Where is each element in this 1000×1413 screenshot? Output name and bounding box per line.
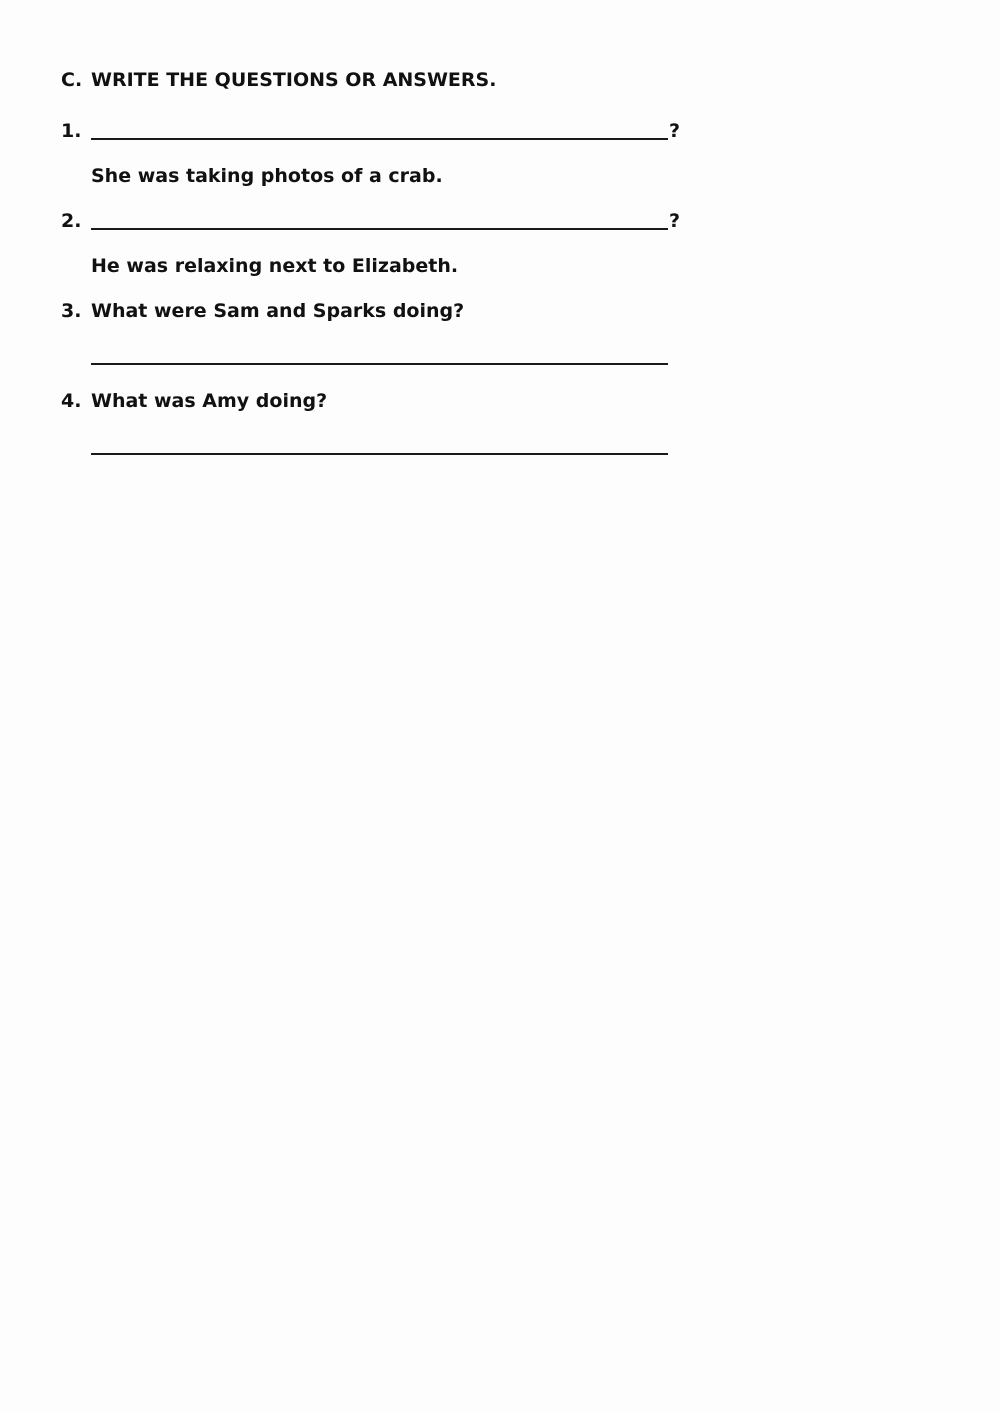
item-1-number: 1. xyxy=(61,120,82,142)
item-2-answer: He was relaxing next to Elizabeth. xyxy=(91,255,459,277)
item-4-question: What was Amy doing? xyxy=(91,390,328,412)
item-1-answer: She was taking photos of a crab. xyxy=(91,165,443,187)
item-4-answer-blank[interactable] xyxy=(91,453,668,455)
item-1-question-blank[interactable] xyxy=(91,138,668,140)
item-2-number: 2. xyxy=(61,210,82,232)
item-3-answer-blank[interactable] xyxy=(91,363,668,365)
item-2-question-mark: ? xyxy=(669,210,681,232)
item-2-question-blank[interactable] xyxy=(91,228,668,230)
item-4-number: 4. xyxy=(61,390,82,412)
section-letter: C. xyxy=(61,69,83,91)
item-3-question: What were Sam and Sparks doing? xyxy=(91,300,465,322)
section-title: WRITE THE QUESTIONS OR ANSWERS. xyxy=(91,69,497,91)
item-3-number: 3. xyxy=(61,300,82,322)
item-1-question-mark: ? xyxy=(669,120,681,142)
